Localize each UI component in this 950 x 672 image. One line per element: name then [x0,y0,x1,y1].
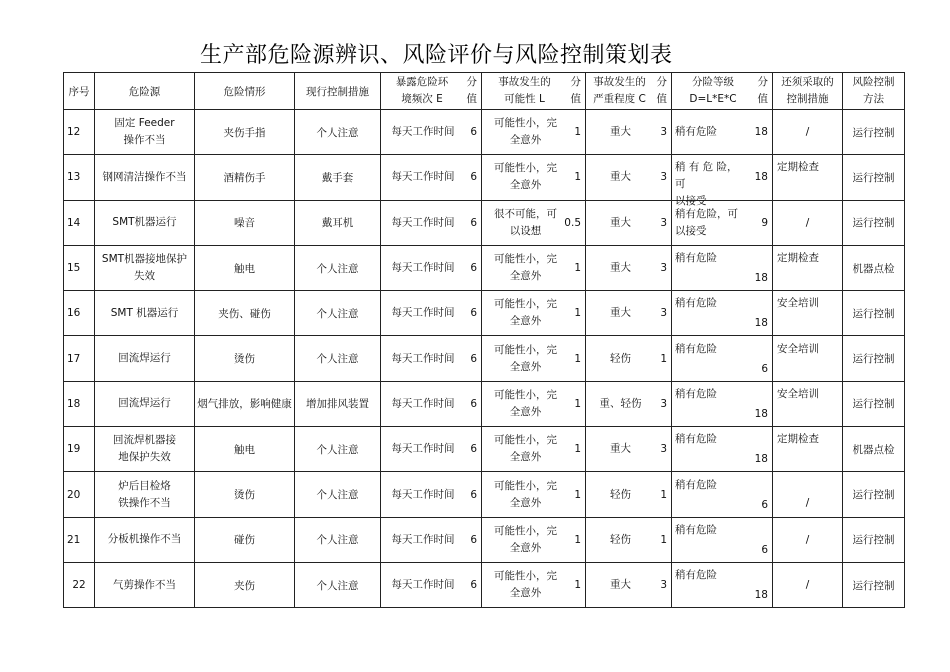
severity-score: 3 [660,307,667,320]
likelihood-cell [482,336,586,381]
header-further-measures: 还须采取的 控制措施 [773,73,843,110]
severity-text: 重大 [610,261,631,274]
hazard-line: 铁操作不当 [118,496,171,509]
exposure-cell [381,110,482,155]
header-exposure: 暴露危险环 境频次 E 分 值 [381,73,482,110]
exposure-score: 6 [470,443,477,456]
severity-score: 1 [660,352,667,365]
severity-text: 重、轻伤 [599,397,642,410]
table-row [64,517,905,562]
exposure-score: 6 [470,307,477,320]
header-seq: 序号 [64,73,95,110]
likelihood-line: 全意外 [509,179,542,192]
exposure-text: 每天工作时间 [391,442,455,455]
exposure-cell [381,517,482,562]
exposure-cell [381,562,482,607]
table-row [64,472,905,517]
header-hazard: 危险源 [95,73,195,110]
likelihood-score: 0.5 [564,216,581,229]
risk-score: 18 [754,407,768,420]
seq-cell: 15 [64,245,95,290]
control-method-cell: 运行控制 [843,517,905,562]
exposure-cell [381,200,482,245]
hazard-cell [95,200,195,245]
further-measure-cell [773,381,843,426]
risk-score: 18 [754,589,768,602]
hazard-line: 地保护失效 [118,451,171,464]
likelihood-cell [482,381,586,426]
likelihood-line: 很不可能，可 [494,207,557,220]
document-title: 生产部危险源辨识、风险评价与风险控制策划表 [200,43,673,68]
hazard-line: SMT机器接地保护 [101,253,188,266]
further-measure-text: / [805,533,810,546]
table-header-row [64,73,905,110]
further-measure-text: 安全培训 [777,297,819,310]
risk-level-line: 稍有危险，可 [675,207,738,220]
hazard-cell [95,245,195,290]
likelihood-score: 1 [574,262,581,275]
risk-level-line: 稍有危险 [675,478,717,491]
risk-score: 18 [754,317,768,330]
likelihood-score: 1 [574,488,581,501]
severity-cell [586,155,672,200]
further-measure-text: 定期检查 [777,433,819,446]
current-measure-cell: 个人注意 [295,291,381,336]
header-risk-level: 分险等级 D=L*E*C 分 值 [672,73,773,110]
further-measure-text: 安全培训 [777,342,819,355]
seq-cell: 17 [64,336,95,381]
hazard-cell [95,517,195,562]
exposure-text: 每天工作时间 [391,261,455,274]
exposure-cell [381,291,482,336]
hazard-cell [95,336,195,381]
hazard-line: 钢网清洁操作不当 [102,170,187,183]
current-measure-cell: 个人注意 [295,427,381,472]
likelihood-line: 可能性小，完 [494,434,557,447]
exposure-text: 每天工作时间 [391,578,455,591]
risk-level-line: 稍 有 危 险，可 [675,161,738,191]
risk-score: 18 [754,126,768,139]
likelihood-score: 1 [574,171,581,184]
hazard-cell [95,472,195,517]
risk-level-line: 稍有危险 [675,342,717,355]
risk-level-line: 稍有危险 [675,523,717,536]
current-measure-cell: 个人注意 [295,517,381,562]
control-method-cell: 运行控制 [843,336,905,381]
risk-score: 6 [761,543,768,556]
risk-level-cell [672,110,773,155]
severity-text: 重大 [610,125,631,138]
seq-cell: 14 [64,200,95,245]
current-measure-cell: 个人注意 [295,562,381,607]
seq-cell: 16 [64,291,95,336]
severity-score: 3 [660,443,667,456]
exposure-cell [381,472,482,517]
severity-text: 重大 [610,578,631,591]
likelihood-line: 可能性小，完 [494,298,557,311]
situation-cell: 夹伤、碰伤 [195,291,295,336]
hazard-line: SMT机器运行 [112,216,177,229]
risk-level-line: 以接受 [675,224,707,237]
risk-level-line: 稍有危险 [675,433,717,446]
control-method-cell: 运行控制 [843,155,905,200]
risk-level-line: 稍有危险 [675,125,717,138]
likelihood-line: 可能性小，完 [494,117,557,130]
likelihood-line: 可能性小，完 [494,479,557,492]
hazard-cell [95,155,195,200]
header-likelihood: 事故发生的 可能性 L 分 值 [482,73,586,110]
likelihood-cell [482,155,586,200]
likelihood-score: 1 [574,579,581,592]
exposure-score: 6 [470,216,477,229]
hazard-line: SMT 机器运行 [110,306,179,319]
risk-assessment-table [63,72,905,608]
risk-level-cell [672,472,773,517]
seq-cell: 21 [64,517,95,562]
table-row [64,291,905,336]
severity-text: 重大 [610,442,631,455]
risk-level-line: 稍有危险 [675,387,717,400]
risk-level-line: 稍有危险 [675,252,717,265]
control-method-cell: 运行控制 [843,291,905,336]
risk-level-cell [672,291,773,336]
exposure-score: 6 [470,171,477,184]
risk-score: 6 [761,498,768,511]
likelihood-line: 全意外 [509,541,542,554]
likelihood-line: 可能性小，完 [494,570,557,583]
control-method-cell: 运行控制 [843,381,905,426]
likelihood-line: 全意外 [509,496,542,509]
control-method-cell: 运行控制 [843,200,905,245]
severity-cell [586,562,672,607]
current-measure-cell: 个人注意 [295,336,381,381]
exposure-text: 每天工作时间 [391,125,455,138]
header-situation: 危险情形 [195,73,295,110]
situation-cell: 触电 [195,245,295,290]
further-measure-text: / [805,579,810,592]
likelihood-line: 全意外 [509,587,542,600]
current-measure-cell: 个人注意 [295,110,381,155]
current-measure-cell: 戴耳机 [295,200,381,245]
hazard-cell [95,427,195,472]
risk-level-line: 以接受 [675,195,707,208]
table-row [64,245,905,290]
likelihood-line: 可能性小，完 [494,162,557,175]
hazard-cell [95,110,195,155]
severity-score: 3 [660,262,667,275]
situation-cell: 夹伤手指 [195,110,295,155]
control-method-cell: 运行控制 [843,562,905,607]
risk-level-cell [672,427,773,472]
likelihood-score: 1 [574,443,581,456]
likelihood-cell [482,245,586,290]
situation-cell: 烫伤 [195,336,295,381]
further-measure-text: 定期检查 [777,161,819,174]
exposure-score: 6 [470,397,477,410]
likelihood-cell [482,427,586,472]
seq-cell: 13 [64,155,95,200]
further-measure-cell [773,200,843,245]
severity-text: 轻伤 [610,533,631,546]
hazard-line: 固定 Feeder [114,117,175,130]
severity-cell [586,381,672,426]
control-method-cell: 机器点检 [843,427,905,472]
situation-cell: 烟气排放，影响健康 [195,381,295,426]
exposure-score: 6 [470,533,477,546]
risk-level-cell [672,245,773,290]
severity-text: 轻伤 [610,488,631,501]
further-measure-cell [773,110,843,155]
hazard-line: 回流焊运行 [118,352,171,365]
further-measure-text: 安全培训 [777,387,819,400]
further-measure-cell [773,245,843,290]
current-measure-cell: 增加排风装置 [295,381,381,426]
likelihood-score: 1 [574,352,581,365]
likelihood-line: 可能性小，完 [494,343,557,356]
table-row [64,427,905,472]
exposure-cell [381,155,482,200]
risk-level-line: 稍有危险 [675,569,717,582]
risk-level-cell [672,336,773,381]
exposure-cell [381,245,482,290]
hazard-line: 失效 [134,270,155,283]
hazard-line: 分板机操作不当 [107,533,182,546]
exposure-text: 每天工作时间 [391,397,455,410]
situation-cell: 酒精伤手 [195,155,295,200]
severity-score: 1 [660,488,667,501]
further-measure-cell [773,427,843,472]
likelihood-line: 全意外 [509,270,542,283]
severity-score: 3 [660,171,667,184]
severity-cell [586,427,672,472]
current-measure-cell: 戴手套 [295,155,381,200]
likelihood-line: 以设想 [509,224,542,237]
likelihood-score: 1 [574,126,581,139]
risk-level-cell [672,200,773,245]
risk-level-cell [672,517,773,562]
exposure-text: 每天工作时间 [391,306,455,319]
hazard-line: 回流焊运行 [118,397,171,410]
control-method-cell: 运行控制 [843,110,905,155]
table-row [64,200,905,245]
exposure-text: 每天工作时间 [391,488,455,501]
exposure-text: 每天工作时间 [391,533,455,546]
severity-cell [586,336,672,381]
likelihood-line: 可能性小，完 [494,253,557,266]
likelihood-cell [482,472,586,517]
table-row [64,155,905,200]
seq-cell: 12 [64,110,95,155]
situation-cell: 噪音 [195,200,295,245]
likelihood-line: 全意外 [509,405,542,418]
risk-score: 18 [754,272,768,285]
exposure-score: 6 [470,262,477,275]
table-row [64,110,905,155]
hazard-line: 操作不当 [123,134,166,147]
exposure-cell [381,381,482,426]
seq-cell: 18 [64,381,95,426]
exposure-cell [381,336,482,381]
control-method-cell: 运行控制 [843,472,905,517]
further-measure-text: 定期检查 [777,252,819,265]
severity-cell [586,245,672,290]
severity-cell [586,291,672,336]
further-measure-text: / [805,496,810,509]
likelihood-line: 全意外 [509,134,542,147]
exposure-score: 6 [470,126,477,139]
severity-cell [586,110,672,155]
seq-cell: 19 [64,427,95,472]
table-row [64,381,905,426]
severity-cell [586,517,672,562]
hazard-line: 回流焊机器接 [113,434,176,447]
likelihood-line: 全意外 [509,315,542,328]
situation-cell: 烫伤 [195,472,295,517]
risk-level-line: 稍有危险 [675,297,717,310]
further-measure-cell [773,517,843,562]
seq-cell: 22 [64,562,95,607]
severity-score: 3 [660,126,667,139]
likelihood-cell [482,291,586,336]
header-severity: 事故发生的 严重程度 C 分 值 [586,73,672,110]
risk-level-cell [672,562,773,607]
further-measure-text: / [805,126,810,139]
exposure-score: 6 [470,488,477,501]
situation-cell: 触电 [195,427,295,472]
exposure-score: 6 [470,579,477,592]
severity-cell [586,200,672,245]
further-measure-cell [773,472,843,517]
likelihood-cell [482,200,586,245]
hazard-cell [95,562,195,607]
table-row [64,562,905,607]
further-measure-cell [773,155,843,200]
severity-score: 3 [660,579,667,592]
likelihood-cell [482,517,586,562]
risk-score: 9 [761,216,768,229]
table-row [64,336,905,381]
further-measure-cell [773,291,843,336]
further-measure-cell [773,562,843,607]
likelihood-cell [482,110,586,155]
current-measure-cell: 个人注意 [295,472,381,517]
hazard-cell [95,381,195,426]
further-measure-text: / [805,216,810,229]
exposure-text: 每天工作时间 [391,352,455,365]
hazard-line: 炉后目检烙 [118,479,171,492]
header-current-measures: 现行控制措施 [295,73,381,110]
exposure-text: 每天工作时间 [391,170,455,183]
exposure-score: 6 [470,352,477,365]
control-method-cell: 机器点检 [843,245,905,290]
exposure-cell [381,427,482,472]
severity-score: 3 [660,397,667,410]
severity-text: 轻伤 [610,352,631,365]
likelihood-line: 全意外 [509,360,542,373]
current-measure-cell: 个人注意 [295,245,381,290]
likelihood-line: 全意外 [509,451,542,464]
likelihood-score: 1 [574,307,581,320]
severity-text: 重大 [610,216,631,229]
hazard-line: 气剪操作不当 [113,578,176,591]
risk-level-cell [672,381,773,426]
risk-score: 6 [761,362,768,375]
likelihood-line: 可能性小，完 [494,388,557,401]
situation-cell: 碰伤 [195,517,295,562]
likelihood-line: 可能性小，完 [494,524,557,537]
likelihood-cell [482,562,586,607]
severity-text: 重大 [610,306,631,319]
exposure-text: 每天工作时间 [391,216,455,229]
hazard-cell [95,291,195,336]
severity-score: 1 [660,533,667,546]
risk-score: 18 [754,171,768,184]
likelihood-score: 1 [574,397,581,410]
seq-cell: 20 [64,472,95,517]
severity-cell [586,472,672,517]
header-control-method: 风险控制 方法 [843,73,905,110]
severity-score: 3 [660,216,667,229]
further-measure-cell [773,336,843,381]
likelihood-score: 1 [574,533,581,546]
severity-text: 重大 [610,170,631,183]
risk-level-cell [672,155,773,208]
situation-cell: 夹伤 [195,562,295,607]
risk-score: 18 [754,453,768,466]
